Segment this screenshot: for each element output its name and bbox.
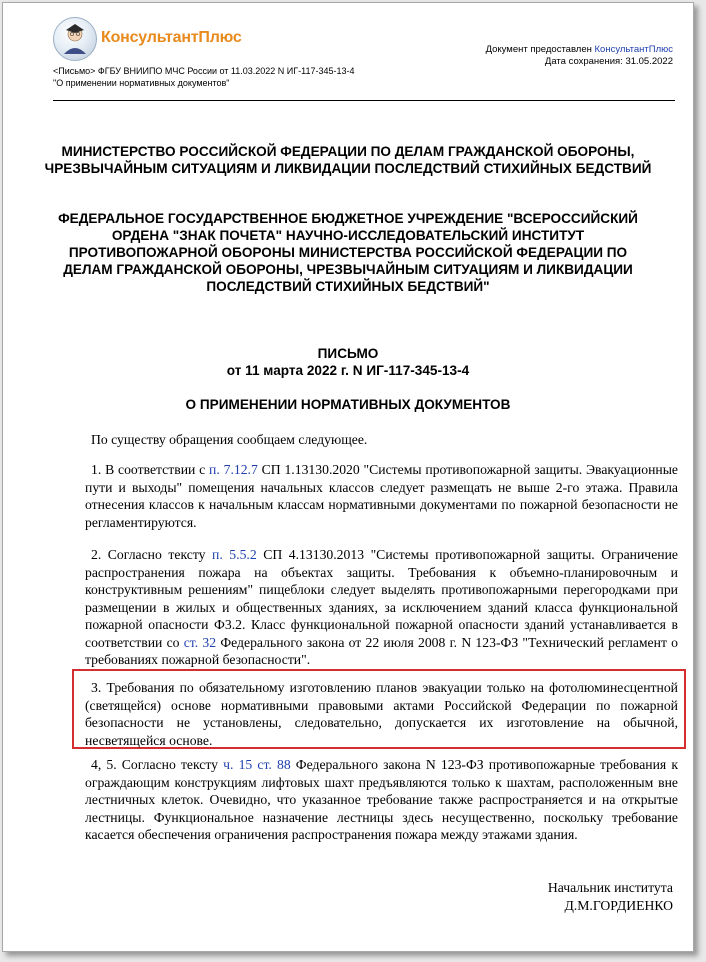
link-p-7-12-7[interactable]: п. 7.12.7	[209, 462, 258, 477]
document-page	[2, 2, 694, 952]
link-ch-15-st-88[interactable]: ч. 15 ст. 88	[223, 757, 291, 772]
logo-emblem-icon	[53, 17, 97, 61]
p2-text-before: 2. Согласно тексту	[91, 547, 213, 562]
paragraph-2	[85, 546, 678, 669]
save-date: Дата сохранения: 31.05.2022	[544, 56, 673, 67]
paragraph-1	[85, 461, 678, 531]
letter-label: ПИСЬМО	[317, 346, 379, 361]
institution-title: ФЕДЕРАЛЬНОЕ ГОСУДАРСТВЕННОЕ БЮДЖЕТНОЕ УЧРЕЖДЕНИЕ "ВСЕРОССИЙСКИЙ ОРДЕНА "ЗНАК ПОЧЕТА" НАУЧНО-ИССЛЕДОВАТЕЛЬСКИЙ ИНСТИТУТ ПРОТИВОПОЖАРНОЙ ОБОРОНЫ МИНИСТЕРСТВА РОССИЙСКОЙ ФЕДЕРАЦИИ ПО ДЕЛАМ ГРАЖДАНСКОЙ ОБОРОНЫ, ЧРЕЗВЫЧАЙНЫМ СИТУАЦИЯМ И ЛИКВИДАЦИИ ПОСЛЕДСТВИЙ СТИХИЙНЫХ БЕДСТВИЙ"	[58, 211, 638, 294]
paragraph-3: 3. Требования по обязательному изготовлению планов эвакуации только на фотолюминесцентной (светящейся) основе нормативными правовыми актами Российской Федерации по пожарной безопасности не установлены, следовательно, допускается их изготовление на обычной, несветящейся основе.	[85, 680, 678, 748]
link-p-5-5-2[interactable]: п. 5.5.2	[212, 547, 257, 562]
doc-subject-line: "О применении нормативных документов"	[53, 78, 230, 88]
document-reference	[53, 65, 355, 89]
ministry-title: МИНИСТЕРСТВО РОССИЙСКОЙ ФЕДЕРАЦИИ ПО ДЕЛАМ ГРАЖДАНСКОЙ ОБОРОНЫ, ЧРЕЗВЫЧАЙНЫМ СИТУАЦИЯМ И ЛИКВИДАЦИИ ПОСЛЕДСТВИЙ СТИХИЙНЫХ БЕДСТВИЙ	[44, 144, 652, 176]
intro-paragraph: По существу обращения сообщаем следующее.	[91, 432, 368, 447]
p4-text-before: 4, 5. Согласно тексту	[91, 757, 224, 772]
signature-position: Начальник института	[547, 880, 673, 895]
p2-text-after: Федерального закона от 22 июля 2008 г. N 123-ФЗ "Технический регламент о требованиях пожарной безопасности".	[85, 634, 679, 667]
p1-text-before: 1. В соответствии с	[91, 462, 210, 477]
doc-ref-line: <Письмо> ФГБУ ВНИИПО МЧС России от 11.03.2022 N ИГ-117-345-13-4	[53, 66, 355, 76]
document-provided-info	[486, 44, 673, 68]
p4-text-after: Федерального закона N 123-ФЗ противопожарные требования к ограждающим конструкциям лифтовых шахт предъявляются только к шахтам, расположенным вне лестничных клеток. Очевидно, что указанное требование также распространяется и на открытые лестницы. Функциональное назначение лестницы здесь несущественно, поскольку требование касается обеспечения ограничения распространения пожара между этажами здания.	[85, 757, 678, 842]
provided-brand-link[interactable]: КонсультантПлюс	[594, 44, 673, 55]
link-st-32[interactable]: ст. 32	[183, 634, 217, 650]
provided-line	[486, 44, 673, 56]
p2-text-middle: СП 4.13130.2013 "Системы противопожарной защиты. Ограничение распространения пожара на объектах защиты. Требования к объемно-планировочным и конструктивным решениям" пищеблоки следует выделять противопожарными перегородками при размещении в жилых и общественных зданиях, за исключением зданий класса функциональной пожарной опасности Ф3.2. Класс функциональной пожарной опасности зданий устанавливается в соответствии со	[85, 547, 678, 650]
signature-name: Д.М.ГОРДИЕНКО	[564, 897, 673, 913]
header-divider	[53, 100, 675, 101]
signature-block	[548, 879, 673, 914]
letter-date: от 11 марта 2022 г. N ИГ-117-345-13-4	[226, 363, 470, 378]
letter-heading	[43, 345, 653, 379]
consultant-plus-logo	[53, 17, 243, 61]
subject-title: О ПРИМЕНЕНИИ НОРМАТИВНЫХ ДОКУМЕНТОВ	[185, 397, 511, 412]
p1-text-after: СП 1.13130.2020 "Системы противопожарной защиты. Эвакуационные пути и выходы" помещения начальных классов следует размещать не выше 2-го этажа. Правила отнесения классов к начальным классам нормативными документами по пожарной безопасности не регламентируются.	[85, 462, 679, 530]
logo-text: КонсультантПлюс	[101, 29, 242, 46]
provided-prefix: Документ предоставлен	[485, 44, 595, 55]
paragraph-4-5	[85, 756, 678, 844]
